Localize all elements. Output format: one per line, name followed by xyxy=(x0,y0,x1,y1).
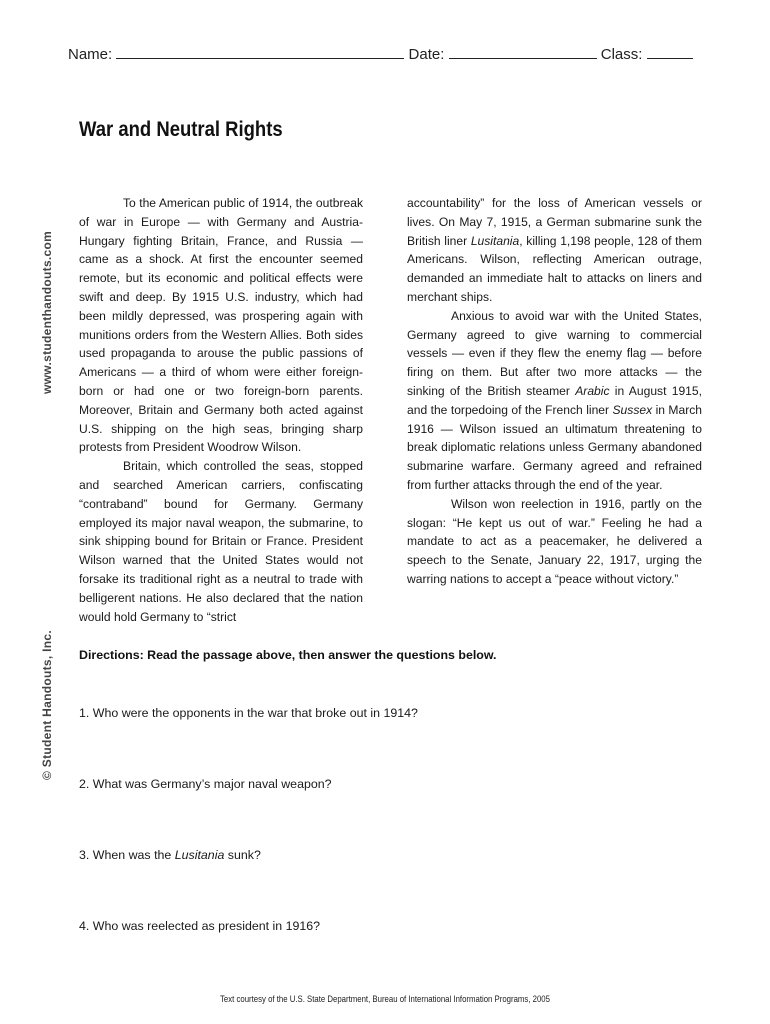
question-4: 4. Who was reelected as president in 1916? xyxy=(79,919,321,933)
name-label: Name: xyxy=(68,46,113,63)
name-field[interactable] xyxy=(116,46,404,59)
passage-paragraph: Britain, which controlled the seas, stopped and searched American carriers, confiscating “contraband” bound for Germany. Germany employed its major naval weapon, the submarine, to sink shipping bound for Britain or France. President Wilson warned that the United States would not forsake its traditional right as a neutral to trade with belligerent nations. He also declared that the nation would hold Germany to “strict xyxy=(79,459,363,624)
class-label: Class: xyxy=(600,46,643,63)
question-text: sunk? xyxy=(224,848,261,862)
question-1: 1. Who were the opponents in the war that broke out in 1914? xyxy=(79,706,418,720)
passage-text: , killing 1,198 people, 128 of them Americans. Wilson, reflecting American outrage, demanded an immediate halt to attacks on liners and merchant ships. xyxy=(407,233,702,304)
question-2: 2. What was Germany’s major naval weapon? xyxy=(79,777,332,791)
question-3 xyxy=(79,848,261,862)
ship-name-arabic: Arabic xyxy=(575,383,610,398)
passage-right-column xyxy=(407,194,702,589)
student-info-header xyxy=(68,46,708,63)
question-text: 3. When was the xyxy=(79,848,175,862)
passage-paragraph: Wilson won reelection in 1916, partly on the slogan: “He kept us out of war.” Feeling he had a mandate to act as a peacemaker, he delivered a speech to the Senate, January 22, 1917, urging the warring nations to accept a “peace without victory.” xyxy=(407,496,702,586)
passage-left-column xyxy=(79,194,363,626)
passage-text: in March 1916 — Wilson issued an ultimatum threatening to break diplomatic relations unless Germany abandoned submarine warfare. Germany agreed and refrained from further attacks through the end of the year. xyxy=(407,402,703,492)
passage-text: accountability” for the loss of American vessels or lives. On May 7, 1915, a German submarine sunk the British liner xyxy=(407,196,702,248)
passage-paragraph xyxy=(407,307,702,495)
passage-paragraph xyxy=(407,194,702,307)
directions-text: Directions: Read the passage above, then answer the questions below. xyxy=(79,648,497,662)
ship-name-lusitania: Lusitania xyxy=(470,233,520,248)
class-field[interactable] xyxy=(647,46,693,59)
date-field[interactable] xyxy=(449,46,597,59)
date-label: Date: xyxy=(408,46,445,63)
ship-name-sussex: Sussex xyxy=(612,402,653,417)
side-website-url: www.studenthandouts.com xyxy=(40,230,54,394)
passage-text: Anxious to avoid war with the United States, Germany agreed to give warning to commercial vessels — even if they flew the enemy flag — before firing on them. But after two more attacks — the sinking of the British steamer xyxy=(407,308,702,398)
page-title: War and Neutral Rights xyxy=(79,118,283,141)
side-copyright: © Student Handouts, Inc. xyxy=(40,629,54,780)
ship-name-lusitania: Lusitania xyxy=(174,848,225,862)
passage-text: in August 1915, and the torpedoing of the French liner xyxy=(407,383,702,417)
source-credit-footer: Text courtesy of the U.S. State Department, Bureau of International Information Programs, 2005 xyxy=(220,994,550,1005)
passage-paragraph: To the American public of 1914, the outbreak of war in Europe — with Germany and Austria-Hungary fighting Britain, France, and Russia — came as a shock. At first the encounter seemed remote, but its economic and political effects were swift and deep. By 1915 U.S. industry, which had been mildly depressed, was prospering again with munitions orders from the Western Allies. Both sides used propaganda to arouse the public passions of Americans — a third of whom were either foreign-born or had one or two foreign-born parents. Moreover, Britain and Germany both acted against U.S. shipping on the high seas, bringing sharp protests from President Woodrow Wilson. xyxy=(79,196,363,455)
